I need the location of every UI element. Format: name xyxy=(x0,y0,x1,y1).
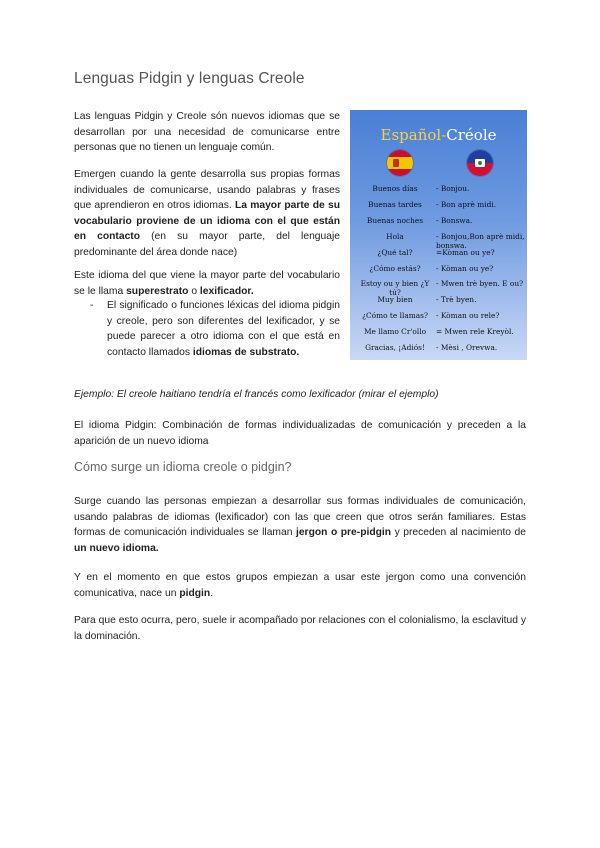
emergence-bold: La mayor parte de su vocabulario proviene de un idioma con el que están en contacto xyxy=(74,200,340,242)
creole-phrase: - Trè byen. xyxy=(436,295,477,305)
spanish-phrase: ¿Qué tal? xyxy=(377,247,413,257)
pidgin-term: pidgin xyxy=(179,587,211,599)
superestrato-term: superestrato xyxy=(126,285,189,297)
image-title-cr: Créole xyxy=(446,126,497,144)
bullet-dash: - xyxy=(90,300,94,311)
substrato-term: idiomas de substrato. xyxy=(192,346,300,358)
creole-phrase: - Bonswa. xyxy=(436,215,473,225)
phrase-row xyxy=(350,200,527,217)
emergence-paragraph xyxy=(74,167,340,260)
pidgin-definition: El idioma Pidgin: Combinación de formas individualizadas de comunicación y preceden a la aparición de un nuevo idioma xyxy=(74,420,526,447)
colonialism-paragraph: Para que esto ocurra, pero, suele ir acompañado por relaciones con el colonialismo, la esclavitud y la dominación. xyxy=(74,615,526,642)
phrase-row xyxy=(350,343,527,360)
phrase-row xyxy=(350,295,527,312)
haiti-flag-icon xyxy=(467,150,493,176)
creole-phrase: - Bonjou. xyxy=(436,184,470,193)
phrase-row xyxy=(350,248,527,265)
bullet-body: El significado o funciones léxicas del idioma pidgin y creole, pero son diferentes del lexificador, y se puede parecer a otro idioma con el que está en contacto llamados xyxy=(107,300,340,358)
spanish-phrase: ¿Cómo te llamas? xyxy=(362,311,428,321)
image-title-es: Español xyxy=(380,126,442,144)
spanish-phrase: ¿Cómo estás? xyxy=(369,263,421,273)
lexificador-term: lexificador. xyxy=(199,285,254,297)
creole-phrase: - Bonjou,Bon aprè midi, bonswa. xyxy=(436,231,525,250)
pidgin-birth-paragraph xyxy=(74,570,526,601)
origin-text-2: y preceden al nacimiento de xyxy=(391,527,527,538)
bullet-text xyxy=(107,298,340,360)
phrase-row xyxy=(350,232,527,249)
new-language-term: un nuevo idioma. xyxy=(74,542,159,554)
image-title-sep: - xyxy=(441,126,447,144)
pidgin-birth-text: Y en el momento en que estos grupos empiezan a usar este jergon como una convención comunicativa, nace un xyxy=(74,572,526,599)
spanish-phrase: Estoy ou y bien ¿Y tú? xyxy=(360,279,430,298)
lexifier-or: o xyxy=(188,285,200,297)
spanish-phrase: Me llamo Cr'ollo xyxy=(363,327,427,337)
image-title xyxy=(350,126,527,144)
pidgin-birth-end: . xyxy=(210,587,214,599)
phrase-row xyxy=(350,311,527,328)
creole-phrase: - Mwen trè byen. E ou? xyxy=(436,279,524,289)
lexifier-text: Este idioma del que viene la mayor parte del vocabulario se le llama xyxy=(74,270,340,297)
spanish-phrase: Buenas tardes xyxy=(368,199,422,209)
phrase-row xyxy=(350,184,527,201)
emergence-text: Emergen cuando la gente desarrolla sus propias formas individuales de comunicarse, usando palabras y frases que aprendieron en otros idiomas. xyxy=(74,169,340,211)
page-title: Lenguas Pidgin y lenguas Creole xyxy=(74,70,305,87)
section-heading: Cómo surge un idioma creole o pidgin? xyxy=(74,460,292,474)
jergon-term: jergon o pre-pidgin xyxy=(295,527,392,538)
origin-text: Surge cuando las personas empiezan a desarrollar sus formas individuales de comunicación, usando palabras de idiomas (lexificador) con las que creen que otros serán familiares. Estas formas de comunicación individuales se llaman xyxy=(74,496,526,538)
creole-phrase: = Mwen rele Kreyòl. xyxy=(436,327,514,337)
phrase-row xyxy=(350,279,527,296)
creole-phrase: - Bon aprè midi. xyxy=(436,199,497,209)
spanish-phrase: Buenas noches xyxy=(366,215,424,225)
spain-flag-icon xyxy=(387,150,413,176)
emergence-text-2: (en su mayor parte, del lenguaje predominante del área donde nace) xyxy=(74,231,340,258)
spanish-phrase: Muy bien xyxy=(377,295,413,305)
phrase-row xyxy=(350,264,527,281)
spanish-phrase: Gracias, ¡Adiós! xyxy=(365,343,425,352)
creole-phrase: - Kòman ou ye? xyxy=(436,263,494,273)
example-note: Ejemplo: El creole haitiano tendría el francés como lexificador (mirar el ejemplo) xyxy=(74,389,439,400)
spanish-phrase: Hola xyxy=(386,231,404,241)
phrase-row xyxy=(350,327,527,344)
spanish-creole-image xyxy=(350,110,527,360)
creole-phrase: =Kòman ou ye? xyxy=(436,247,495,257)
intro-paragraph: Las lenguas Pidgin y Creole són nuevos idiomas que se desarrollan por una necesidad de comunicarse entre personas que no tienen un lenguaje común. xyxy=(74,111,340,153)
spanish-phrase: Buenos días xyxy=(372,184,418,193)
creole-phrase: - Kòman ou rele? xyxy=(436,311,500,321)
creole-phrase: - Mèsi , Orevwa. xyxy=(436,343,498,352)
origin-paragraph xyxy=(74,494,526,556)
phrase-row xyxy=(350,216,527,233)
lexifier-paragraph xyxy=(74,268,340,299)
